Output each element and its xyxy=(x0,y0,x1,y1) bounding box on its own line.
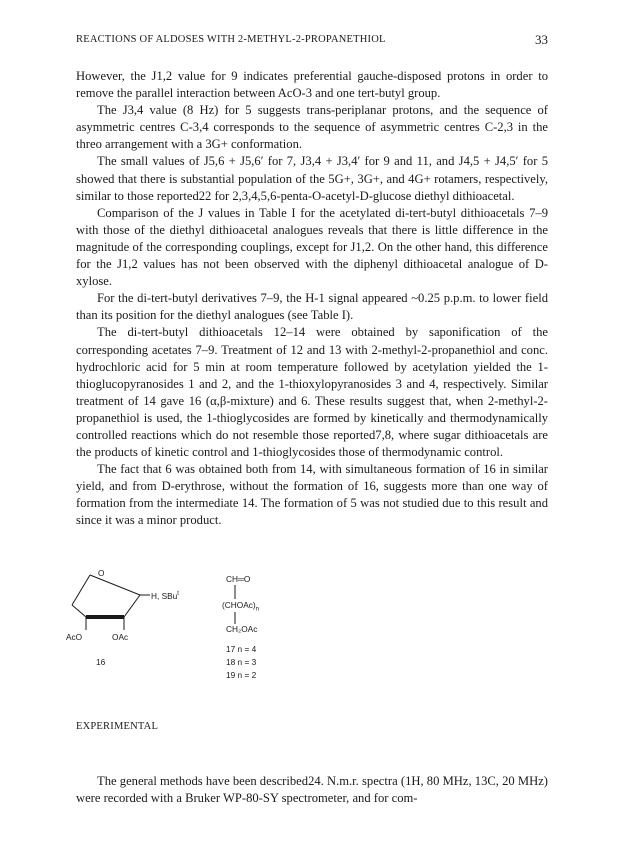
running-header xyxy=(76,34,548,50)
compound-16-label: 16 xyxy=(96,657,106,667)
paragraph-5: For the di-tert-butyl derivatives 7–9, the H-1 signal appeared ~0.25 p.p.m. to lower field than its position for the diethyl analogues (see Table I). xyxy=(76,291,548,323)
furanose-ring-drawing xyxy=(62,560,582,700)
ring-bond-o-c4 xyxy=(72,575,90,605)
paragraph-1: However, the J1,2 value for 9 indicates preferential gauche-disposed protons in order to remove the parallel interaction between AcO-3 and one tert-butyl group. xyxy=(76,69,548,101)
oac-label: OAc xyxy=(112,632,129,642)
repeat-unit-label: $(CHOAc)_n$ xyxy=(222,600,259,613)
paragraph-6: The di-tert-butyl dithioacetals 12–14 were obtained by saponification of the corresponding acetates 7–9. Treatment of 12 and 13 with 2-methyl-2-propanethiol and conc. hydrochloric acid for 5 min at room temperature followed by acetylation yielded the 1-thioglucopyranosides 1 and 2, and the 1-thioxylopyranosides 3 and 4, respectively. Similar treatment of 14 gave 16 (α,β-mixture) and 6. These results suggest that, when 2-methyl-2-propanethiol is used, the 1-thioglycosides are formed by kinetically and thermodynamically controlled reactions which do not resemble those reported7,8, where sugar dithioacetals are the products of kinetic control and 1-thioglycosides those of thermodynamic control. xyxy=(76,325,548,460)
compound-19-label: 19 n = 2 xyxy=(226,670,257,680)
experimental-paragraph: The general methods have been described24. N.m.r. spectra (1H, 80 MHz, 13C, 20 MHz) were recorded with a Bruker WP-80-SY spectrometer, and for com- xyxy=(76,774,548,806)
paragraph-7: The fact that 6 was obtained both from 14, with simultaneous formation of 16 in similar yield, and from D-erythrose, without the formation of 16, suggests more than one way of formation from the intermediate 14. The formation of 5 was not studied due to this result and since it was a minor product. xyxy=(76,462,548,528)
aco-label: AcO xyxy=(66,632,83,642)
paragraph-2: The J3,4 value (8 Hz) for 5 suggests trans-periplanar protons, and the sequence of asymmetric centres C-3,4 corresponds to the sequence of asymmetric centres C-2,3 in the threo arrangement with a 3G+ conformation. xyxy=(76,103,548,152)
body-text xyxy=(76,68,548,530)
section-heading: EXPERIMENTAL xyxy=(76,721,159,732)
paragraph-4: Comparison of the J values in Table I for the acetylated di-tert-butyl dithioacetals 7–9 with those of the diethyl dithioacetal analogues reveals that there is little difference in the magnitude of the corresponding couplings, except for J1,2. On the other hand, this difference for the J1,2 values has not been observed with the diphenyl dithioacetal analogue of D-xylose. xyxy=(76,205,548,289)
experimental-text xyxy=(76,773,548,807)
ring-bond-c3-c4 xyxy=(72,605,86,617)
ring-substituent-label: H, SBu$^t$ xyxy=(151,591,179,601)
ring-bond-o-c1 xyxy=(90,575,140,595)
compound-17-label: 17 n = 4 xyxy=(226,644,257,654)
compound-18-label: 18 n = 3 xyxy=(226,657,257,667)
chemical-structures-figure xyxy=(62,560,582,700)
paragraph-3: The small values of J5,6 + J5,6′ for 7, J3,4 + J3,4′ for 9 and 11, and J4,5 + J4,5′ for 5 showed that there is substantial population of the 5G+, 3G+, and 4G+ rotamers, respectively, similar to those reported22 for 2,3,4,5,6-penta-O-acetyl-D-glucose diethyl dithioacetal. xyxy=(76,154,548,203)
page-number: 33 xyxy=(535,32,548,47)
ring-bond-c1-c2 xyxy=(124,595,140,617)
aldehyde-label: CH═O xyxy=(226,574,251,584)
terminal-group-label: CH₂OAc xyxy=(226,624,258,634)
running-title: REACTIONS OF ALDOSES WITH 2-METHYL-2-PROPANETHIOL xyxy=(76,34,386,45)
ring-oxygen-label: O xyxy=(98,568,105,578)
